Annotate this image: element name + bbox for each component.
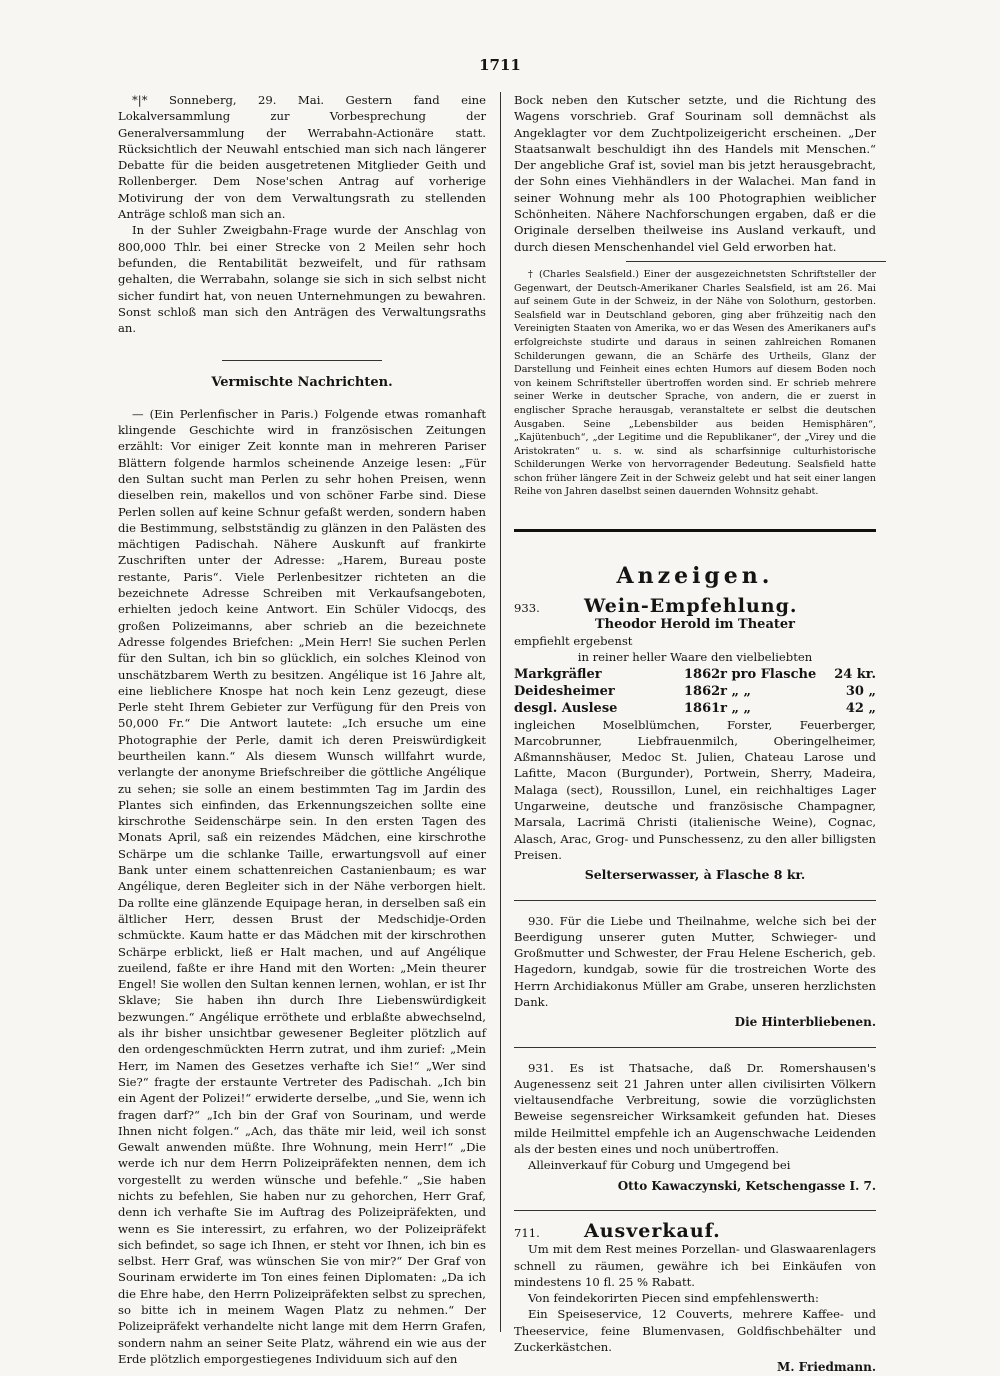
- ad-intro: empfiehlt ergebenst: [514, 633, 633, 648]
- column-rule: [500, 92, 501, 1332]
- ad-intro2: in reiner heller Waare den vielbeliebten: [577, 650, 813, 665]
- ad-711-text3: Ein Speiseservice, 12 Couverts, mehrere Kaffee- und Theeservice, feine Blumenvasen, Goldfischbehälter und Zuckerkästchen.: [514, 1307, 876, 1355]
- section-heading: Vermischte Nachrichten.: [211, 375, 393, 391]
- ad-931-seller: Otto Kawaczynski, Ketschengasse I. 7.: [617, 1178, 876, 1193]
- article-perlenfischer-cont: Bock neben den Kutscher setzte, und die Richtung des Wagens vorschrieb. Graf Sourinam soll demnächst als Angeklagter vor dem Zuchtpolizeigericht erscheinen. „Der Staatsanwalt beschuldigt ihn des Handels mit Menschen.“ Der angebliche Graf ist, soviel man bis jetzt herausgebracht, der Sohn eines Viehhändlers in der Walachei. Man fand in seiner Wohnung mehr als 100 Photographien weiblicher Schönheiten. Nähere Nachforschungen ergaben, daß er die Originale derselben theilweise ins Ausland verkauft, und durch diesen Menschenhandel viel Geld erworben hat.: [514, 93, 876, 254]
- article-sonneberg: *|* Sonneberg, 29. Mai. Gestern fand eine Lokalversammlung zur Vorbesprechung der Generalversammlung der Werrabahn-Actionäre statt. Rücksichtlich der Neuwahl entschied man sich nach längerer Debatte für die beiden ausgetretenen Mitglieder Geith und Rollenberger. Dem Nose'schen Antrag auf vorherige Motivirung der von dem Verwaltungsrath zu stellenden Anträge schloß man sich an.: [118, 93, 486, 222]
- ad-number: 711.: [514, 1225, 540, 1240]
- ad-divider: [514, 1210, 876, 1211]
- article-sealsfield: † (Charles Sealsfield.) Einer der ausgezeichnetsten Schriftsteller der Gegenwart, der Deutsch-Amerikaner Charles Sealsfield, ist am 26. Mai auf seinem Gute in der Schweiz, in der Nähe von Solothurn, gestorben. Sealsfield war in Deutschland geboren, ging aber frühzeitig nach den Vereinigten Staaten von Amerika, wo er das Wesen des Amerikaners auf's erfolgreichste studirte und daraus in seinen zahlreichen Romanen Schilderungen gewann, die an Schärfe des Urtheils, Glanz der Darstellung und Feinheit eines echten Humors auf diesem Boden noch von keinem Schriftsteller übertroffen worden sind. Er schrieb mehrere seiner Werke in deutscher Sprache, von andern, die er zuerst in englischer Sprache herausgab, veranstaltete er selbst die deutschen Ausgaben. Seine „Lebensbilder aus beiden Hemisphären“, „Kajütenbuch“, „der Legitime und die Republikaner“, der „Virey und die Aristokraten“ u. s. w. sind als scharfsinnige culturhistorische Schilderungen Werke von hervorragender Bedeutung. Sealsfield hatte schon früher längere Zeit in der Schweiz gelebt und hat seit einer langen Reihe von Jahren daselbst seinen dauernden Wohnsitz gehabt.: [514, 268, 876, 498]
- section-divider: [222, 360, 382, 361]
- ads-heading: Anzeigen.: [616, 563, 774, 590]
- article-suhler: In der Suhler Zweigbahn-Frage wurde der Anschlag von 800,000 Thlr. bei einer Strecke von 2 Meilen sehr hoch befunden, die Rentabilität bezweifelt, und für rathsam gehalten, die Werrabahn, solange sie sich in sich selbst nicht sicher fundirt hat, von neuen Unternehmungen zu bewahren. Sonst schloß man sich den Anträgen des Verwaltungsraths an.: [118, 223, 486, 336]
- ad-930-text: 930. Für die Liebe und Theilnahme, welche sich bei der Beerdigung unserer guten Mutter, Schwieger- und Großmutter und Schwester, der Frau Helene Escherich, geb. Hagedorn, kundgab, sowie für die trostreichen Worte des Herrn Archidiakonus Müller am Grabe, unseren herzlichsten Dank.: [514, 913, 876, 1009]
- wine-row: Deidesheimer 1862r „ „ 30 „: [514, 683, 876, 699]
- ad-divider: [514, 900, 876, 901]
- ad-931: [514, 1060, 876, 1194]
- ad-931-line2: Alleinverkauf für Coburg und Umgegend bei: [528, 1158, 791, 1173]
- ad-number: 933.: [514, 601, 540, 616]
- ad-711-signature: M. Friedmann.: [777, 1360, 876, 1375]
- ad-711-text: Um mit dem Rest meines Porzellan- und Glaswaarenlagers schnell zu räumen, gewähre ich bei Einkäufen von mindestens 10 fl. 25 % Rabatt.: [514, 1242, 876, 1289]
- wine-row: Markgräfler 1862r pro Flasche 24 kr.: [514, 666, 876, 682]
- ad-930-signature: Die Hinterbliebenen.: [734, 1015, 876, 1030]
- ad-body: ingleichen Moselblümchen, Forster, Feuerberger, Marcobrunner, Liebfrauenmilch, Oberingelheimer, Aßmannshäuser, Medoc St. Julien, Chateau Larose und Lafitte, Macon (Burgunder), Portwein, Sherry, Madeira, Malaga (sect), Roussillon, Lunel, ein reichhaltiges Lager Ungarweine, deutsche und französische Champagner, Marsala, Lacrimä Christi (italienische Weine), Cognac, Alasch, Arac, Grog- und Punschessenz, zu den aller billigsten Preisen.: [514, 717, 876, 862]
- right-column: [514, 92, 876, 1376]
- article-perlenfischer: — (Ein Perlenfischer in Paris.) Folgende etwas romanhaft klingende Geschichte wird in französischen Zeitungen erzählt: Vor einiger Zeit konnte man in mehreren Pariser Blättern folgende harmlos scheinende Anzeige lesen: „Für den Sultan sucht man Perlen zu sehr hohen Preisen, wenn dieselben rein, makellos und von schöner Farbe sind. Diese Perlen sollen auf keine Schnur gefaßt werden, sondern haben die Bestimmung, selbstständig zu glänzen in den Palästen des mächtigen Padischah. Nähere Auskunft auf frankirte Zuschriften unter der Adresse: „Harem, Bureau poste restante, Paris“. Viele Perlenbesitzer richteten an die bezeichnete Adresse Schreiben mit Verkaufsangeboten, erhielten jedoch keine Antwort. Ein Schüler Vidocqs, des großen Polizeimanns, aber schrieb an die bezeichnete Adresse folgendes Briefchen: „Mein Herr! Sie suchen Perlen für den Sultan, ich bin so glücklich, ein solches Kleinod von unschätzbarem Werth zu besitzen. Angélique ist 16 Jahre alt, eine lieblichere Knospe hat noch kein Lenz gezeugt, diese Perle steht Ihrem Gebieter zur Verfügung für den Preis von 50,000 Fr.“ Die Antwort lautete: „Ich ersuche um eine Photographie der Perle, damit ich deren Preiswürdigkeit beurtheilen kann.“ Als diesem Wunsch willfahrt wurde, verlangte der anonyme Briefschreiber die göttliche Angélique zu sehen; sie solle an einem bestimmten Tag im Jardin des Plantes sich einfinden, das Erkennungszeichen sollte eine kirschrothe Seidenschärpe sein. In den ersten Tagen des Monats April, saß ein reizendes Mädchen, eine kirschrothe Schärpe um die schlanke Taille, erwartungsvoll auf einer Bank unter einem schattenreichen Castanienbaum; es war Angélique, deren Begleiter sich in der Nähe verborgen hielt. Da rollte eine glänzende Equipage heran, in derselben saß ein ältlicher Herr, dessen Brust der Medschidje-Orden schmückte. Kaum hatte er das Mädchen mit der kirschrothen Schärpe erblickt, ließ er Halt machen, und auf Angélique zueilend, faßte er ihre Hand mit den Worten: „Mein theurer Engel! Sie wollen den Sultan kennen lernen, wohlan, er ist Ihr Sklave; Sie haben ihn durch Ihre Liebenswürdigkeit bezwungen.“ Angélique erröthete und erblaßte abwechselnd, als ihr bisher unsichtbar gewesener Begleiter plötzlich auf den ordengeschmückten Herrn zutrat, und ihm zurief: „Mein Herr, im Namen des Gesetzes verhafte ich Sie!“ „Wer sind Sie?“ fragte der erstaunte Vertreter des Padischah. „Ich bin ein Agent der Polizei!“ erwiderte derselbe, „und Sie, wenn ich fragen darf?“ „Ich bin der Graf von Sourinam, und werde Ihnen nicht folgen.“ „Ach, das thäte mir leid, weil ich sonst Gewalt anwenden müßte. Ihre Wohnung, mein Herr!“ „Die werde ich nur dem Herrn Polizeipräfekten nennen, dem ich vorgestellt zu werden wünsche und befehle.“ „Sie haben nichts zu befehlen, Sie haben nur zu gehorchen, Herr Graf, denn ich verhafte Sie im Auftrag des Polizeipräfekten, und wenn es Sie interessirt, zu erfahren, wo der Polizeipräfekt sich befindet, so sage ich Ihnen, er steht vor Ihnen, ich bin es selbst. Herr Graf, was wünschen Sie von mir?“ Der Graf von Sourinam erwiderte im Ton eines feinen Diplomaten: „Da ich die Ehre habe, den Herrn Polizeipräfekten selbst zu sprechen, so bitte ich in meinem Wagen Platz zu nehmen.“ Der Polizeipräfekt verhandelte nicht lange mit dem Herrn Grafen, sondern nahm an seiner Seite Platz, während ein wie aus der Erde plötzlich emporgestiegenes Individuum sich auf den: [118, 406, 486, 1366]
- wine-row: desgl. Auslese 1861r „ „ 42 „: [514, 700, 876, 716]
- page-number: 1711: [479, 56, 521, 74]
- ad-title: Wein-Empfehlung.: [584, 595, 798, 618]
- ad-title: Ausverkauf.: [584, 1219, 721, 1242]
- ad-selters: Selterserwasser, à Flasche 8 kr.: [584, 867, 806, 883]
- ad-divider: [514, 1047, 876, 1048]
- ad-931-text: 931. Es ist Thatsache, daß Dr. Romershausen's Augenessenz seit 21 Jahren unter allen civilisirten Völkern vieltausendfache Verbreitung, sowie die vorzüglichsten Beweise segensreicher Wirksamkeit gefunden hat. Dieses milde Heilmittel empfehle ich an Augenschwache Leidenden als der besten eines und noch unübertroffen.: [514, 1060, 876, 1157]
- ad-933: [514, 595, 876, 883]
- ad-711-text2: Von feindekorirten Piecen sind empfehlenswerth:: [528, 1291, 819, 1306]
- ad-subtitle: Theodor Herold im Theater: [595, 616, 795, 632]
- ad-711: [514, 1219, 876, 1376]
- ad-930: [514, 913, 876, 1031]
- ads-divider: [514, 529, 876, 532]
- left-column: [118, 92, 486, 1367]
- footnote-divider: [626, 261, 886, 262]
